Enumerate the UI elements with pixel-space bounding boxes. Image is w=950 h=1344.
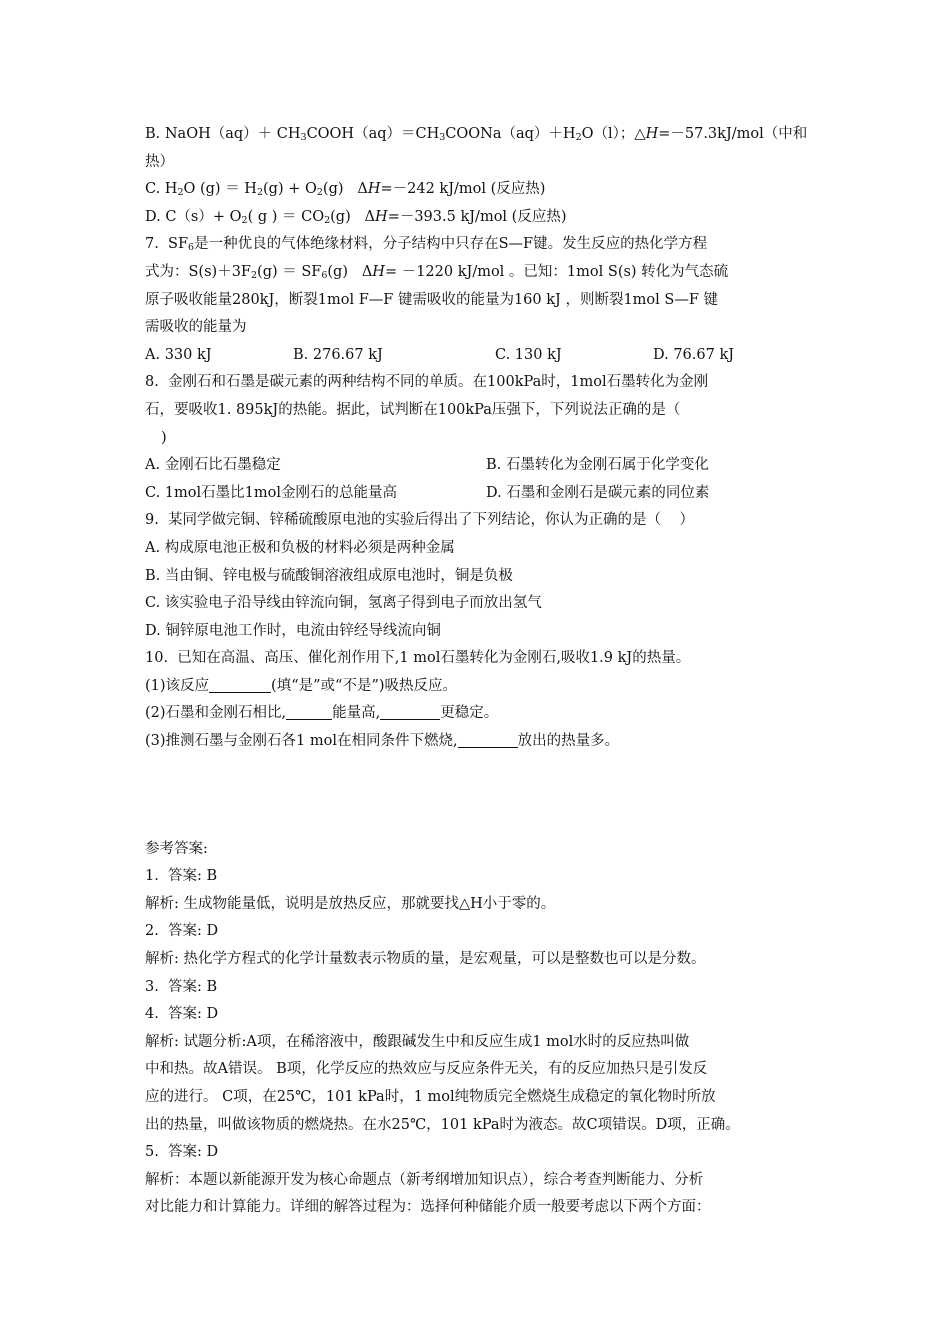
explanation-4-line-4: 出的热量，叫做该物质的燃烧热。在水25℃，101 kPa时为液态。故C项错误。D项，正确。 [145,1116,740,1133]
q8-option-b: B. 石墨转化为金刚石属于化学变化 [486,457,709,474]
q8-stem-line-1: 8. 金刚石和石墨是碳元素的两种结构不同的单质。在100kPa时，1mol石墨转化为金刚 [145,374,709,391]
q7-stem-line-1: 7. $SF_6$是一种优良的气体绝缘材料，分子结构中只存在S—F键。发生反应的热化学方程 [145,236,708,254]
explanation-4-line-3: 应的进行。 C项，在25℃，101 kPa时，1 mol纯物质完全燃烧生成稳定的氧化物时所放 [145,1089,716,1105]
q7-option-a: A. 330 kJ [145,346,212,363]
explanation-1: 解析: 生成物能量低，说明是放热反应，那就要找△H小于零的。 [145,895,556,912]
q10-part-2: (2)石墨和金刚石相比, 能量高, 更稳定。 [145,705,499,722]
q7-option-d: D. 76.67 kJ [653,346,735,363]
q6-option-c: C. $H_2O$ $(g) = H_2(g) + O_2(g)$ ΔH=－242 kJ/mol (反应热) [145,181,546,199]
q9-option-a: A. 构成原电池正极和负极的材料必须是两种金属 [145,539,455,556]
q9-option-b: B. 当由铜、锌电极与硫酸铜溶液组成原电池时，铜是负极 [145,567,513,584]
q8-option-c: C. 1mol石墨比1mol金刚石的总能量高 [145,484,397,501]
q7-option-c: C. 130 kJ [495,346,562,363]
answer-2: 2. 答案: D [145,923,219,940]
q10-blank-2[interactable] [286,704,332,720]
q7-options [145,342,817,370]
q8-options-row-1 [145,452,817,480]
q9-stem: 9. 某同学做完铜、锌稀硫酸原电池的实验后得出了下列结论，你认为正确的是（ ） [145,512,694,529]
explanation-4-line-2: 中和热。故A错误。 B项，化学反应的热效应与反应条件无关，有的反应加热只是引发反 [145,1061,708,1078]
explanation-5-line-2: 对比能力和计算能力。详细的解答过程为：选择何种储能介质一般要考虑以下两个方面： [145,1199,711,1216]
section-gap [145,756,817,836]
q10-part-1: (1)该反应 (填“是”或“不是”)吸热反应。 [145,677,458,694]
q7-stem-line-3: 原子吸收能量280kJ，断裂1mol F—F 键需吸收的能量为160 kJ ，则断裂1mol S—F 键 [145,291,719,308]
explanation-5-line-1: 解析：本题以新能源开发为核心命题点（新考纲增加知识点），综合考查判断能力、分析 [145,1171,704,1188]
q10-blank-3[interactable] [380,704,440,720]
q10-part-3: (3)推测石墨与金刚石各1 mol在相同条件下燃烧, 放出的热量多。 [145,733,620,750]
q8-options-row-2 [145,480,817,508]
q8-option-d: D. 石墨和金刚石是碳元素的同位素 [486,484,710,501]
q6-option-b: B. NaOH（aq）＋ $CH_3COOH(aq)=CH_3COONa(aq)+H_2O(l)$；△H=－57.3kJ/mol（中和 [145,126,808,143]
q8-stem-line-3: ) [161,429,167,446]
answers-title: 参考答案: [145,840,208,857]
answer-1: 1. 答案: B [145,868,218,885]
document-body [145,121,817,1222]
q9-option-c: C. 该实验电子沿导线由锌流向铜，氢离子得到电子而放出氢气 [145,595,542,612]
q6-option-b-continued: 热） [145,153,174,170]
explanation-2: 解析: 热化学方程式的化学计量数表示物质的量，是宏观量，可以是整数也可以是分数。 [145,951,706,968]
q10-stem: 10. 已知在高温、高压、催化剂作用下,1 mol石墨转化为金刚石,吸收1.9 kJ的热量。 [145,650,691,667]
q7-stem-line-2: 式为：$S(s)+3F_2(g) = SF_6(g)$ ΔH= －1220 kJ/mol 。已知：1mol S(s) 转化为气态硫 [145,263,729,281]
q10-blank-1[interactable] [209,677,271,693]
explanation-4-line-1: 解析: 试题分析:A项，在稀溶液中，酸跟碱发生中和反应生成1 mol水时的反应热叫做 [145,1033,690,1050]
answer-3: 3. 答案: B [145,978,218,995]
q8-option-a: A. 金刚石比石墨稳定 [145,457,281,474]
q9-option-d: D. 铜锌原电池工作时，电流由锌经导线流向铜 [145,622,441,639]
q6-option-d: D. $C(s)+ O_2$( g ) ＝ $CO_2(g)$ ΔH=－393.5 kJ/mol (反应热) [145,208,567,226]
answer-4: 4. 答案: D [145,1006,219,1023]
q10-blank-4[interactable] [458,732,518,748]
q7-stem-line-4: 需吸收的能量为 [145,319,247,336]
q7-option-b: B. 276.67 kJ [293,346,383,363]
q8-stem-line-2: 石，要吸收1. 895kJ的热能。据此，试判断在100kPa压强下，下列说法正确的是（ [145,401,681,418]
answer-5: 5. 答案: D [145,1144,219,1161]
